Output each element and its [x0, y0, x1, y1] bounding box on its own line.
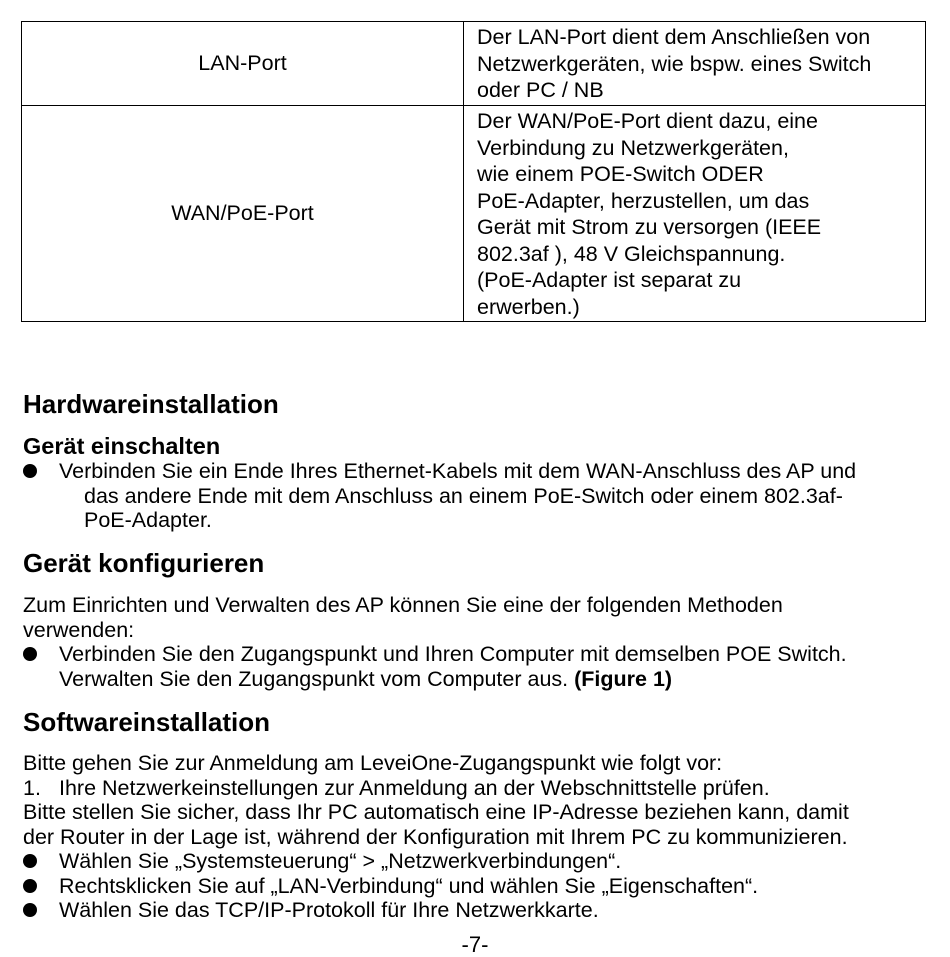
port-name: WAN/PoE-Port — [171, 201, 314, 226]
configure-intro: Zum Einrichten und Verwalten des AP können Sie eine der folgenden Methoden — [23, 593, 783, 617]
page-number: -7- — [461, 932, 489, 957]
software-note: der Router in der Lage ist, während der Konfiguration mit Ihrem PC zu kommunizieren. — [23, 824, 848, 849]
port-description-line: wie einem POE-Switch ODER — [477, 162, 764, 186]
port-description-line: PoE-Adapter, herzustellen, um das — [477, 188, 810, 213]
list-item — [23, 776, 930, 801]
bullet-text: PoE-Adapter. — [84, 508, 212, 532]
port-description-line: oder PC / NB — [477, 78, 604, 103]
software-section — [23, 707, 930, 737]
bullet-text: Verwalten Sie den Zugangspunkt vom Computer aus. — [59, 666, 569, 691]
software-body — [23, 751, 930, 923]
software-intro: Bitte gehen Sie zur Anmeldung am LeveiOne-Zugangspunkt wie folgt vor: — [23, 751, 723, 775]
step-number: 1. — [23, 775, 41, 800]
bullet-text: Wählen Sie das TCP/IP-Protokoll für Ihre Netzwerkkarte. — [59, 898, 599, 922]
figure-reference: (Figure 1) — [574, 666, 673, 691]
bullet-icon — [23, 903, 37, 917]
port-name: LAN-Port — [198, 51, 287, 76]
configure-intro: verwenden: — [23, 617, 135, 642]
port-name-cell — [22, 106, 464, 322]
configure-body — [23, 593, 930, 691]
port-description-cell — [464, 22, 926, 106]
table-row — [22, 106, 926, 322]
port-description-cell — [464, 106, 926, 322]
port-description-line: Netzwerkgeräten, wie bspw. eines Switch — [477, 51, 872, 76]
software-heading: Softwareinstallation — [23, 707, 271, 737]
software-note: Bitte stellen Sie sicher, dass Ihr PC automatisch eine IP-Adresse beziehen kann, damit — [23, 800, 849, 824]
bullet-text: Verbinden Sie den Zugangspunkt und Ihren Computer mit demselben POE Switch. — [59, 642, 847, 666]
list-item — [23, 459, 930, 533]
configure-heading: Gerät konfigurieren — [23, 548, 265, 578]
step-text: Ihre Netzwerkeinstellungen zur Anmeldung an der Webschnittstelle prüfen. — [59, 775, 770, 800]
bullet-icon — [23, 647, 37, 661]
port-description-line: erwerben.) — [477, 294, 580, 319]
list-item — [23, 874, 930, 899]
list-item — [23, 849, 930, 874]
port-description-line: Der LAN-Port dient dem Anschließen von — [477, 25, 871, 50]
power-on-heading: Gerät einschalten — [23, 433, 221, 459]
bullet-icon — [23, 879, 37, 893]
list-item — [23, 898, 930, 923]
port-name-cell — [22, 22, 464, 106]
list-item — [23, 642, 930, 691]
configure-section — [23, 548, 930, 578]
hardware-heading: Hardwareinstallation — [23, 389, 279, 419]
bullet-text: Wählen Sie „Systemsteuerung“ > „Netzwerkverbindungen“. — [59, 849, 622, 873]
power-on-section — [23, 433, 930, 533]
port-description-line: Verbindung zu Netzwerkgeräten, — [477, 135, 789, 160]
hardware-section — [23, 389, 930, 419]
bullet-text: Verbinden Sie ein Ende Ihres Ethernet-Kabels mit dem WAN-Anschluss des AP und — [59, 459, 857, 483]
port-description-line: Der WAN/PoE-Port dient dazu, eine — [477, 109, 818, 133]
bullet-text: Rechtsklicken Sie auf „LAN-Verbindung“ und wählen Sie „Eigenschaften“. — [59, 873, 759, 898]
bullet-icon — [23, 854, 37, 868]
table-row — [22, 22, 926, 106]
port-description-line: 802.3af ), 48 V Gleichspannung. — [477, 241, 786, 266]
port-description-line: Gerät mit Strom zu versorgen (IEEE — [477, 215, 822, 239]
bullet-icon — [23, 464, 37, 478]
bullet-text: das andere Ende mit dem Anschluss an einem PoE-Switch oder einem 802.3af- — [84, 483, 843, 508]
ports-table — [21, 21, 926, 322]
port-description-line: (PoE-Adapter ist separat zu — [477, 268, 742, 292]
